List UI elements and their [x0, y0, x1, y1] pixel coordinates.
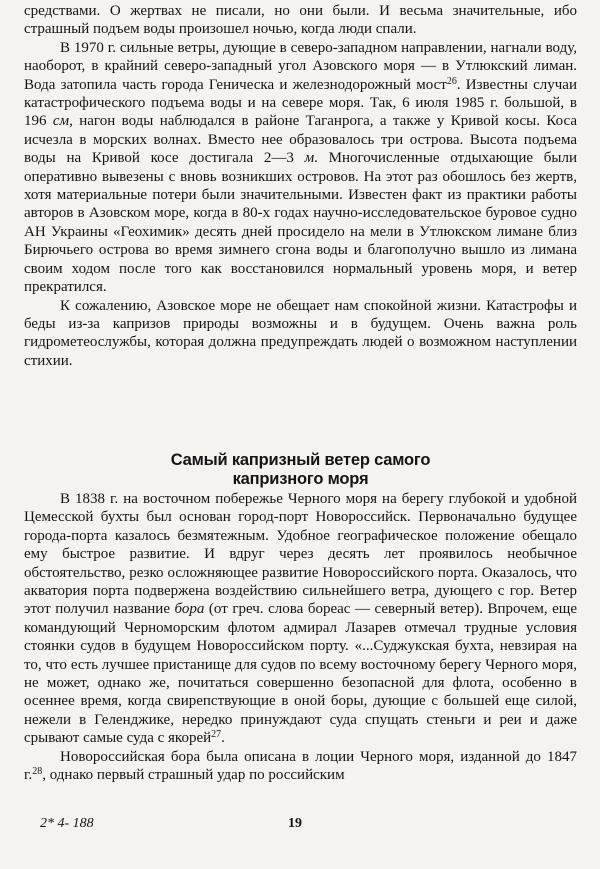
paragraph-victims: средствами. О жертвах не писали, но они были. И весьма значительные, ибо страшный подъем воды произошел ночью, когда люди спали. — [24, 3, 577, 38]
paragraph-pilot-book — [24, 748, 577, 785]
footnote-ref-27: 27 — [211, 729, 222, 741]
text-run: . — [221, 730, 225, 747]
text-run: , однако первый страшный удар по российским — [42, 767, 345, 784]
text-run: В 1970 г. сильные ветры, дующие в северо-западном направлении, нагнали воду, наоборот, в крайний северо-западный угол Азовского моря — в Утлюкский лиман. Вода затопила часть города Геническа и железнодорожный мост — [24, 39, 577, 93]
unit-cm: см — [52, 113, 70, 130]
paragraph-1970-surge — [24, 39, 577, 297]
text-run: Новороссийская бора была описана в лоции Черного моря, изданной до 1847 г. — [24, 748, 577, 784]
footnote-ref-26: 26 — [446, 75, 457, 87]
paragraph-conclusion: К сожалению, Азовское море не обещает нам спокойной жизни. Катастрофы и беды из-за капризов природы возможны и в будущем. Очень важна роль гидрометеослужбы, которая должна предупреждать людей о возможном наступлении стихии. — [24, 297, 577, 369]
signature-mark: 2* 4- 188 — [40, 816, 94, 831]
heading-line-2: капризного моря — [232, 470, 369, 488]
text-run: (от греч. слова борeaс — северный ветер). Впрочем, еще командующий Черноморским флотом адмирал Лазарев отмечал трудные условия стоянки судов в будущем Новороссийском порту. «...Суджукская бухта, невзирая на то, что есть лучшее пристанище для судов по всему восточному берегу Черного моря, не может, однако же, почитаться совершенно безопасной для флота, особенно в осеннее время, когда свирепствующие в оной боры, дующие с большей еще силой, нежели в Геленджике, нередко принуждают суда спущать стеньги и реи и даже срывают самые суда с якорей — [24, 601, 577, 747]
section-azov-floods — [24, 2, 577, 370]
text-run: . Известны случаи катастрофического подъема воды и на севере моря. Так, 6 июля 1985 г. большой, в 196 — [24, 76, 577, 130]
page-number: 19 — [288, 816, 302, 831]
section-bora-wind — [24, 490, 577, 785]
term-bora: бора — [174, 601, 205, 618]
text-run: В 1838 г. на восточном побережье Черного моря на берегу глубокой и удобной Цемесской бухты был основан город-порт Новороссийск. Первоначально будущее города-порта казалось безмятежным. Удобное географическое положение обещало ему быстрое развитие. И вдруг через десять лет проявилось необычное обстоятельство, резко осложняющее развитие Новороссийского порта. Оказалось, что акватория порта подвержена воздействию сильнейшего ветра, дующего с гор. Ветер этот получил название — [24, 491, 577, 618]
text-run: . Многочисленные отдыхающие были оперативно вывезены с вновь возникших островов. На этот раз обошлось без жертв, хотя материальные потери были значительными. Известен факт из практики работы авторов в Азовском море, когда в 80-х годах научно-исследовательское буровое судно АН Украины «Геохимик» десять дней просидело на мели в Утлюкском лимане близ Бирючьего острова во время зимнего сгона воды и благополучно вышло из лимана своим ходом после того как восстановился нормальный уровень моря, и ветер прекратился. — [24, 150, 577, 296]
page-footer — [0, 816, 600, 838]
section-heading — [24, 451, 577, 489]
paragraph-novorossiysk — [24, 490, 577, 748]
unit-m: м — [304, 150, 315, 167]
text-run: , нагон воды наблюдался в районе Таганрога, а также у Кривой косы. Коса исчезла в морских волнах. Вместо нее образовалось три острова. Высота подъема воды на Кривой косе достигала 2—3 — [24, 113, 578, 167]
heading-line-1: Самый капризный ветер самого — [170, 451, 431, 469]
footnote-ref-28: 28 — [32, 766, 43, 778]
